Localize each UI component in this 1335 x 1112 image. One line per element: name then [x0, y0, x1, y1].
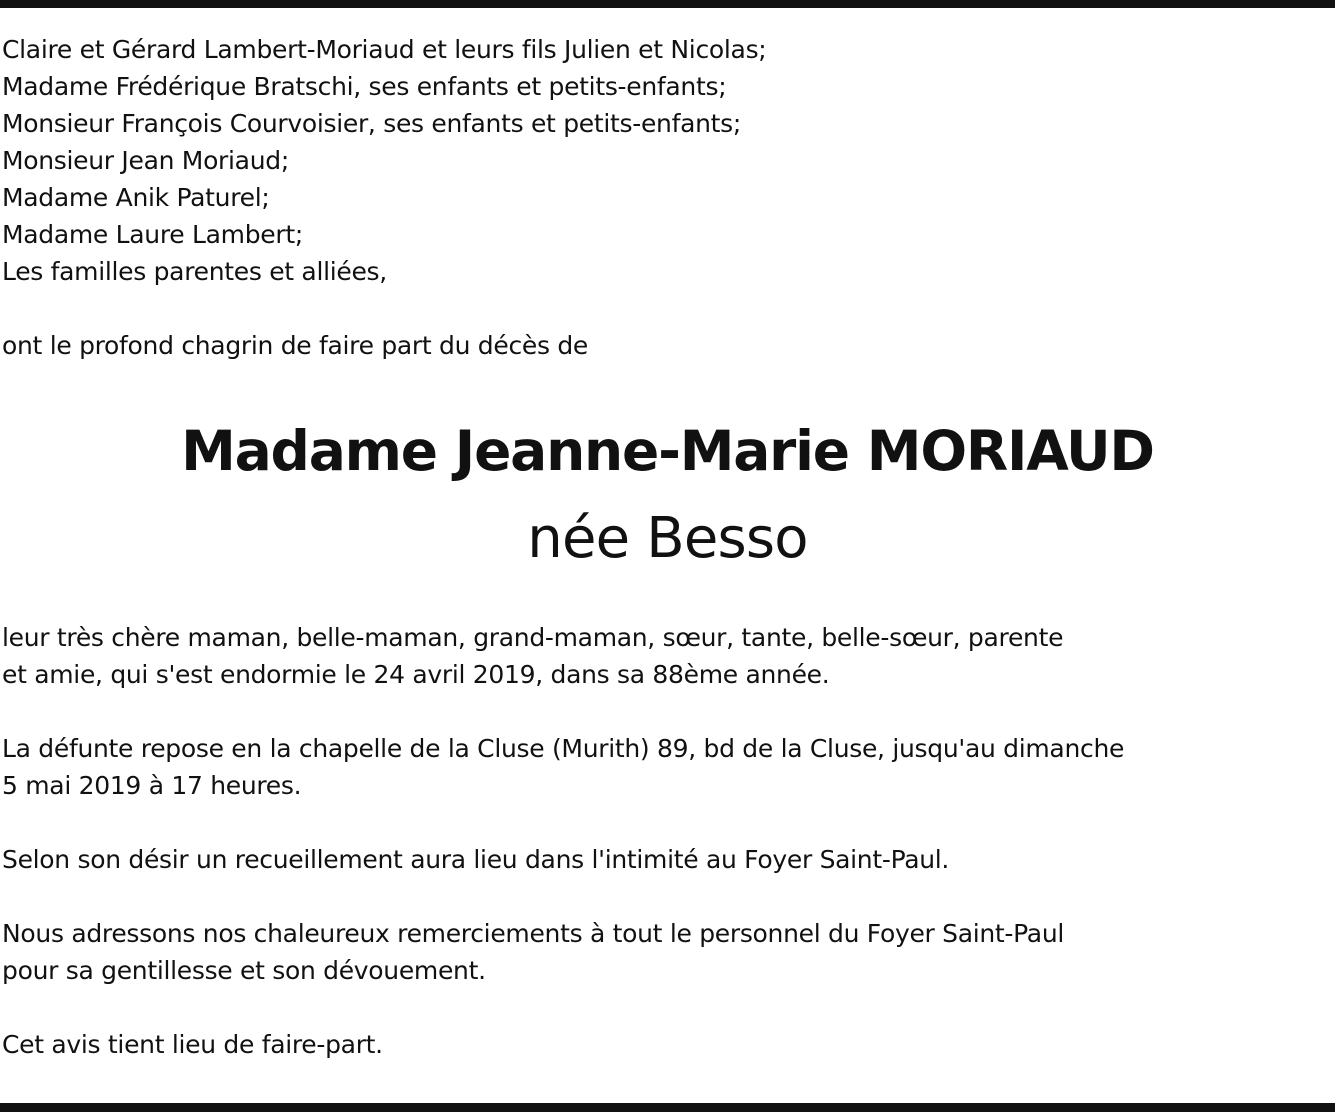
spacer — [2, 804, 1332, 841]
family-line: Monsieur François Courvoisier, ses enfants et petits-enfants; — [2, 109, 741, 138]
spacer — [2, 989, 1332, 1026]
spacer — [2, 574, 1332, 619]
paragraph-line: pour sa gentillesse et son dévouement. — [2, 956, 486, 985]
spacer — [2, 693, 1332, 730]
family-line: Madame Laure Lambert; — [2, 220, 303, 249]
relationship-paragraph — [2, 619, 1332, 693]
maiden-name: née Besso — [527, 506, 808, 571]
family-line: Claire et Gérard Lambert-Moriaud et leurs fils Julien et Nicolas; — [2, 35, 767, 64]
paragraph-line: et amie, qui s'est endormie le 24 avril 2019, dans sa 88ème année. — [2, 660, 830, 689]
paragraph-line: Nous adressons nos chaleureux remerciements à tout le personnel du Foyer Saint-Paul — [2, 919, 1065, 948]
family-line: Les familles parentes et alliées, — [2, 257, 387, 286]
family-line: Madame Frédérique Bratschi, ses enfants et petits-enfants; — [2, 72, 727, 101]
spacer — [2, 290, 1332, 327]
spacer — [2, 878, 1332, 915]
obituary-notice — [2, 31, 1332, 1063]
announcement-text: ont le profond chagrin de faire part du décès de — [2, 331, 589, 360]
paragraph-line: Selon son désir un recueillement aura lieu dans l'intimité au Foyer Saint-Paul. — [2, 845, 950, 874]
deceased-name-block — [0, 416, 1335, 574]
paragraph-line: La défunte repose en la chapelle de la Cluse (Murith) 89, bd de la Cluse, jusqu'au dimanche — [2, 734, 1125, 763]
family-line: Madame Anik Paturel; — [2, 183, 270, 212]
closing-text: Cet avis tient lieu de faire-part. — [2, 1030, 383, 1059]
paragraph-line: leur très chère maman, belle-maman, grand-maman, sœur, tante, belle-sœur, parente — [2, 623, 1064, 652]
paragraph-line: 5 mai 2019 à 17 heures. — [2, 771, 302, 800]
thanks-paragraph — [2, 915, 1332, 989]
ceremony-paragraph — [2, 841, 1332, 878]
family-line: Monsieur Jean Moriaud; — [2, 146, 289, 175]
top-border-rule — [0, 0, 1335, 8]
viewing-paragraph — [2, 730, 1332, 804]
bottom-border-rule — [0, 1103, 1335, 1112]
family-list — [2, 31, 1332, 290]
deceased-name: Madame Jeanne-Marie MORIAUD — [181, 419, 1154, 483]
